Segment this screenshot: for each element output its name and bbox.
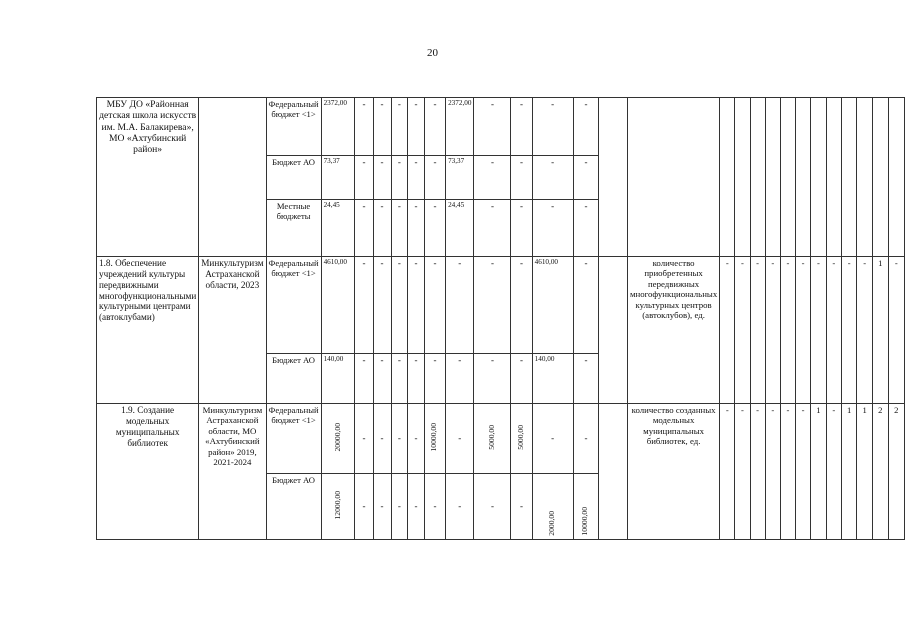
indicator-value: 1 xyxy=(841,404,857,540)
indicator-value: - xyxy=(795,404,810,540)
indicator-cell: количество созданных модельных муниципальных библиотек, ед. xyxy=(627,404,719,540)
value-cell: - xyxy=(446,404,474,474)
value-cell: - xyxy=(408,257,425,354)
measure-cell: 1.9. Создание модельных муниципальных библиотек xyxy=(97,404,199,540)
indicator-cell: количество приобретенных передвижных многофункциональных культурных центров (автоклубов), ед. xyxy=(627,257,719,404)
value-cell: - xyxy=(391,156,408,200)
indicator-value: - xyxy=(888,257,904,404)
value-cell: - xyxy=(408,354,425,404)
source-cell: Местные бюджеты xyxy=(266,200,321,257)
source-cell: Федеральный бюджет <1> xyxy=(266,404,321,474)
executor-cell: МБУ ДО «Районная детская школа искусств им. М.А. Балакирева», МО «Ахтубинский район» xyxy=(97,98,199,257)
value-cell: 5000,00 xyxy=(486,425,496,450)
indicator-value: 1 xyxy=(857,404,873,540)
total-cell: 24,45 xyxy=(321,200,355,257)
value-cell: - xyxy=(373,98,391,156)
value-cell: - xyxy=(511,98,532,156)
value-cell: - xyxy=(355,200,373,257)
value-cell: 2372,00 xyxy=(446,98,474,156)
value-cell: - xyxy=(446,354,474,404)
empty-cell xyxy=(857,98,873,257)
value-cell: - xyxy=(573,156,599,200)
indicator-value: - xyxy=(765,257,780,404)
source-cell: Бюджет АО xyxy=(266,474,321,540)
value-cell: - xyxy=(573,354,599,404)
total-cell: 12000,00 xyxy=(332,491,342,520)
value-cell: - xyxy=(532,156,573,200)
indicator-value: - xyxy=(735,404,750,540)
value-cell: 10000,00 xyxy=(580,507,590,536)
value-cell: - xyxy=(391,257,408,354)
indicator-value: - xyxy=(765,404,780,540)
program-table xyxy=(96,97,905,540)
value-cell: - xyxy=(408,404,425,474)
indicator-empty-cell xyxy=(627,98,719,257)
value-cell: - xyxy=(424,257,445,354)
value-cell: - xyxy=(373,474,391,540)
source-cell: Федеральный бюджет <1> xyxy=(266,257,321,354)
value-cell: 2000,00 xyxy=(547,511,557,536)
source-cell: Бюджет АО xyxy=(266,156,321,200)
value-cell: - xyxy=(573,257,599,354)
value-cell: 5000,00 xyxy=(516,425,526,450)
value-cell: - xyxy=(355,257,373,354)
indicator-value: - xyxy=(720,257,735,404)
empty-cell xyxy=(888,98,904,257)
total-cell: 2372,00 xyxy=(321,98,355,156)
indicator-value: - xyxy=(780,257,795,404)
value-cell: 73,37 xyxy=(446,156,474,200)
table-row xyxy=(97,404,905,474)
value-cell: - xyxy=(355,156,373,200)
value-cell: - xyxy=(474,257,511,354)
value-cell: - xyxy=(532,200,573,257)
value-cell: - xyxy=(474,354,511,404)
indicator-value: 2 xyxy=(872,404,888,540)
indicator-value: 1 xyxy=(811,404,827,540)
source-cell: Федеральный бюджет <1> xyxy=(266,98,321,156)
value-cell: - xyxy=(424,474,445,540)
value-cell: 140,00 xyxy=(532,354,573,404)
value-cell: - xyxy=(424,200,445,257)
empty-cell xyxy=(720,98,735,257)
value-cell: - xyxy=(532,404,573,474)
value-cell: - xyxy=(408,200,425,257)
value-cell: - xyxy=(424,98,445,156)
value-cell: - xyxy=(355,404,373,474)
value-cell: - xyxy=(408,474,425,540)
indicator-value: - xyxy=(841,257,857,404)
measure-cell: 1.8. Обеспечение учреждений культуры передвижными многофункциональными культурными центрами (автоклубами) xyxy=(97,257,199,404)
value-cell: - xyxy=(573,404,599,474)
empty-cell xyxy=(750,98,765,257)
empty-cell xyxy=(599,98,628,257)
total-cell: 20000,00 xyxy=(332,423,342,452)
empty-cell xyxy=(795,98,810,257)
value-cell: - xyxy=(424,156,445,200)
value-cell: - xyxy=(373,200,391,257)
value-cell: - xyxy=(474,98,511,156)
empty-cell xyxy=(872,98,888,257)
empty-cell xyxy=(841,98,857,257)
indicator-value: - xyxy=(750,404,765,540)
value-cell: - xyxy=(373,404,391,474)
value-cell: - xyxy=(373,354,391,404)
value-cell: - xyxy=(408,98,425,156)
table-row xyxy=(97,98,905,156)
value-cell: - xyxy=(391,404,408,474)
value-cell: - xyxy=(511,474,532,540)
value-cell: 4610,00 xyxy=(532,257,573,354)
indicator-value: - xyxy=(795,257,810,404)
value-cell: - xyxy=(474,474,511,540)
value-cell: 10000,00 xyxy=(429,423,439,452)
value-cell: - xyxy=(424,354,445,404)
indicator-value: - xyxy=(826,257,841,404)
empty-cell xyxy=(765,98,780,257)
value-cell: - xyxy=(373,257,391,354)
indicator-value: - xyxy=(780,404,795,540)
executor-cell: Минкультуризм Астраханской области, МО «Ахтубинский район» 2019, 2021-2024 xyxy=(199,404,266,540)
value-cell: - xyxy=(474,156,511,200)
indicator-value: - xyxy=(826,404,841,540)
indicator-value: - xyxy=(857,257,873,404)
value-cell: - xyxy=(532,98,573,156)
value-cell: - xyxy=(355,98,373,156)
empty-cell xyxy=(599,257,628,404)
value-cell: - xyxy=(474,200,511,257)
source-cell: Бюджет АО xyxy=(266,354,321,404)
indicator-value: - xyxy=(811,257,827,404)
value-cell: - xyxy=(391,474,408,540)
empty-cell xyxy=(780,98,795,257)
value-cell: - xyxy=(511,200,532,257)
total-cell: 73,37 xyxy=(321,156,355,200)
value-cell: - xyxy=(446,474,474,540)
value-cell: - xyxy=(391,354,408,404)
value-cell: - xyxy=(573,98,599,156)
value-cell: - xyxy=(511,354,532,404)
value-cell: - xyxy=(373,156,391,200)
empty-cell xyxy=(735,98,750,257)
value-cell: - xyxy=(511,257,532,354)
executor-cell: Минкультуризм Астраханской области, 2023 xyxy=(199,257,266,404)
table-row xyxy=(97,257,905,354)
total-cell: 4610,00 xyxy=(321,257,355,354)
empty-cell xyxy=(599,404,628,540)
value-cell: - xyxy=(391,200,408,257)
value-cell: - xyxy=(391,98,408,156)
value-cell: - xyxy=(355,474,373,540)
empty-cell xyxy=(826,98,841,257)
empty-cell xyxy=(811,98,827,257)
indicator-value: - xyxy=(750,257,765,404)
page-number: 20 xyxy=(427,47,438,59)
value-cell: - xyxy=(511,156,532,200)
value-cell: - xyxy=(446,257,474,354)
value-cell: - xyxy=(408,156,425,200)
executor-empty-cell xyxy=(199,98,266,257)
value-cell: 24,45 xyxy=(446,200,474,257)
total-cell: 140,00 xyxy=(321,354,355,404)
indicator-value: - xyxy=(720,404,735,540)
value-cell: - xyxy=(355,354,373,404)
indicator-value: 1 xyxy=(872,257,888,404)
indicator-value: 2 xyxy=(888,404,904,540)
value-cell: - xyxy=(573,200,599,257)
indicator-value: - xyxy=(735,257,750,404)
